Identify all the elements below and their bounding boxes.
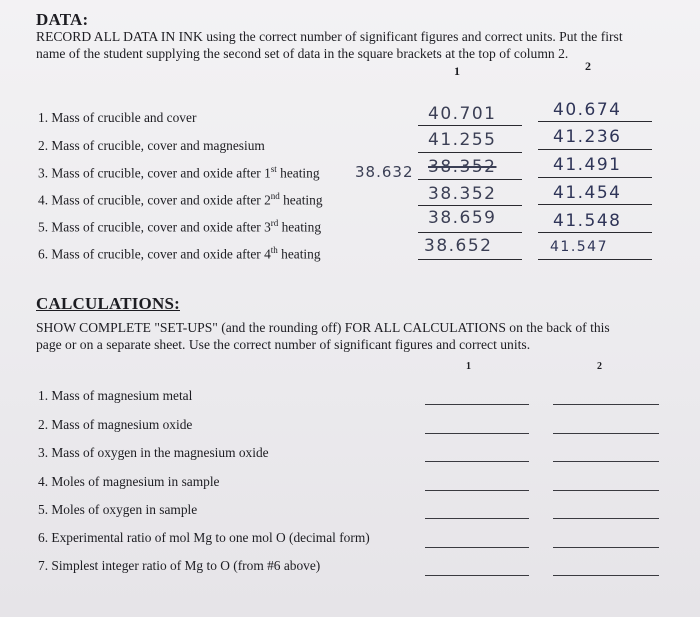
data-row-label-5: 5. Mass of crucible, cover and oxide after 3rd heating	[38, 218, 322, 235]
data-row5-value-col2: 41.548	[553, 211, 622, 231]
data-row3-value-col1: 38.352	[428, 157, 497, 177]
data-row1-line-col1	[418, 125, 522, 126]
calc-row-label-2: 2. Mass of magnesium oxide	[38, 417, 193, 432]
data-row6-value-col1: 38.652	[424, 236, 493, 256]
data-row1-value-col1: 40.701	[428, 104, 497, 124]
data-row3-line-col2	[538, 177, 652, 178]
data-row-label-1: 1. Mass of crucible and cover	[38, 110, 197, 125]
data-row6-value-col2: 41.547	[550, 239, 608, 255]
calc-instructions-line2: page or on a separate sheet. Use the correct number of significant figures and correct units.	[36, 337, 531, 352]
row3-side-note: 38.632	[355, 163, 414, 181]
data-heading: DATA:	[36, 10, 89, 29]
calc-row-label-3: 3. Mass of oxygen in the magnesium oxide	[38, 445, 269, 460]
data-row1-line-col2	[538, 121, 652, 122]
data-row4-value-col1: 38.352	[428, 184, 497, 204]
calc-row4-answer-col1[interactable]	[425, 490, 529, 491]
calc-column-2-number: 2	[597, 361, 602, 372]
data-column-2-number: 2	[585, 59, 591, 73]
data-row1-value-col2: 40.674	[553, 100, 622, 120]
data-row2-line-col1	[418, 152, 522, 153]
calc-row7-answer-col2[interactable]	[553, 575, 659, 576]
data-row3-line-col1	[418, 179, 522, 180]
data-row-label-2: 2. Mass of crucible, cover and magnesium	[38, 138, 265, 153]
data-row5-line-col2	[538, 232, 652, 233]
data-instructions-line1: RECORD ALL DATA IN INK using the correct number of significant figures and correct units. Put the first	[36, 29, 623, 44]
calc-row6-answer-col1[interactable]	[425, 547, 529, 548]
data-row6-line-col2	[538, 259, 652, 260]
data-row5-line-col1	[418, 232, 522, 233]
data-row-label-3: 3. Mass of crucible, cover and oxide after 1st heating	[38, 164, 320, 181]
calc-row1-answer-col1[interactable]	[425, 404, 529, 405]
data-row5-value-col1: 38.659	[428, 208, 497, 228]
calc-row4-answer-col2[interactable]	[553, 490, 659, 491]
calc-row-label-5: 5. Moles of oxygen in sample	[38, 502, 198, 517]
data-row4-line-col2	[538, 204, 652, 205]
calc-column-1-number: 1	[466, 361, 471, 372]
calc-row5-answer-col1[interactable]	[425, 518, 529, 519]
calc-instructions-line1: SHOW COMPLETE "SET-UPS" (and the rounding off) FOR ALL CALCULATIONS on the back of this	[36, 320, 610, 335]
calc-row2-answer-col1[interactable]	[425, 433, 529, 434]
calc-row5-answer-col2[interactable]	[553, 518, 659, 519]
calc-row2-answer-col2[interactable]	[553, 433, 659, 434]
calc-row-label-7: 7. Simplest integer ratio of Mg to O (from #6 above)	[38, 558, 321, 573]
data-row4-line-col1	[418, 205, 522, 206]
calc-row-label-1: 1. Mass of magnesium metal	[38, 388, 193, 403]
data-row2-line-col2	[538, 149, 652, 150]
data-row4-value-col2: 41.454	[553, 183, 622, 203]
calc-row3-answer-col2[interactable]	[553, 461, 659, 462]
data-row3-value-col2: 41.491	[553, 155, 622, 175]
data-row-label-6: 6. Mass of crucible, cover and oxide after 4th heating	[38, 245, 321, 262]
data-instructions-line2: name of the student supplying the second set of data in the square brackets at the top of column 2.	[36, 46, 569, 61]
calc-row-label-4: 4. Moles of magnesium in sample	[38, 474, 220, 489]
data-column-1-number: 1	[454, 64, 460, 78]
data-row-label-4: 4. Mass of crucible, cover and oxide after 2nd heating	[38, 191, 323, 208]
calc-row7-answer-col1[interactable]	[425, 575, 529, 576]
calc-row-label-6: 6. Experimental ratio of mol Mg to one mol O (decimal form)	[38, 530, 370, 545]
calc-row3-answer-col1[interactable]	[425, 461, 529, 462]
data-row2-value-col1: 41.255	[428, 130, 497, 150]
calc-row6-answer-col2[interactable]	[553, 547, 659, 548]
calculations-heading: CALCULATIONS:	[36, 294, 180, 313]
data-row6-line-col1	[418, 259, 522, 260]
data-row2-value-col2: 41.236	[553, 127, 622, 147]
calc-row1-answer-col2[interactable]	[553, 404, 659, 405]
